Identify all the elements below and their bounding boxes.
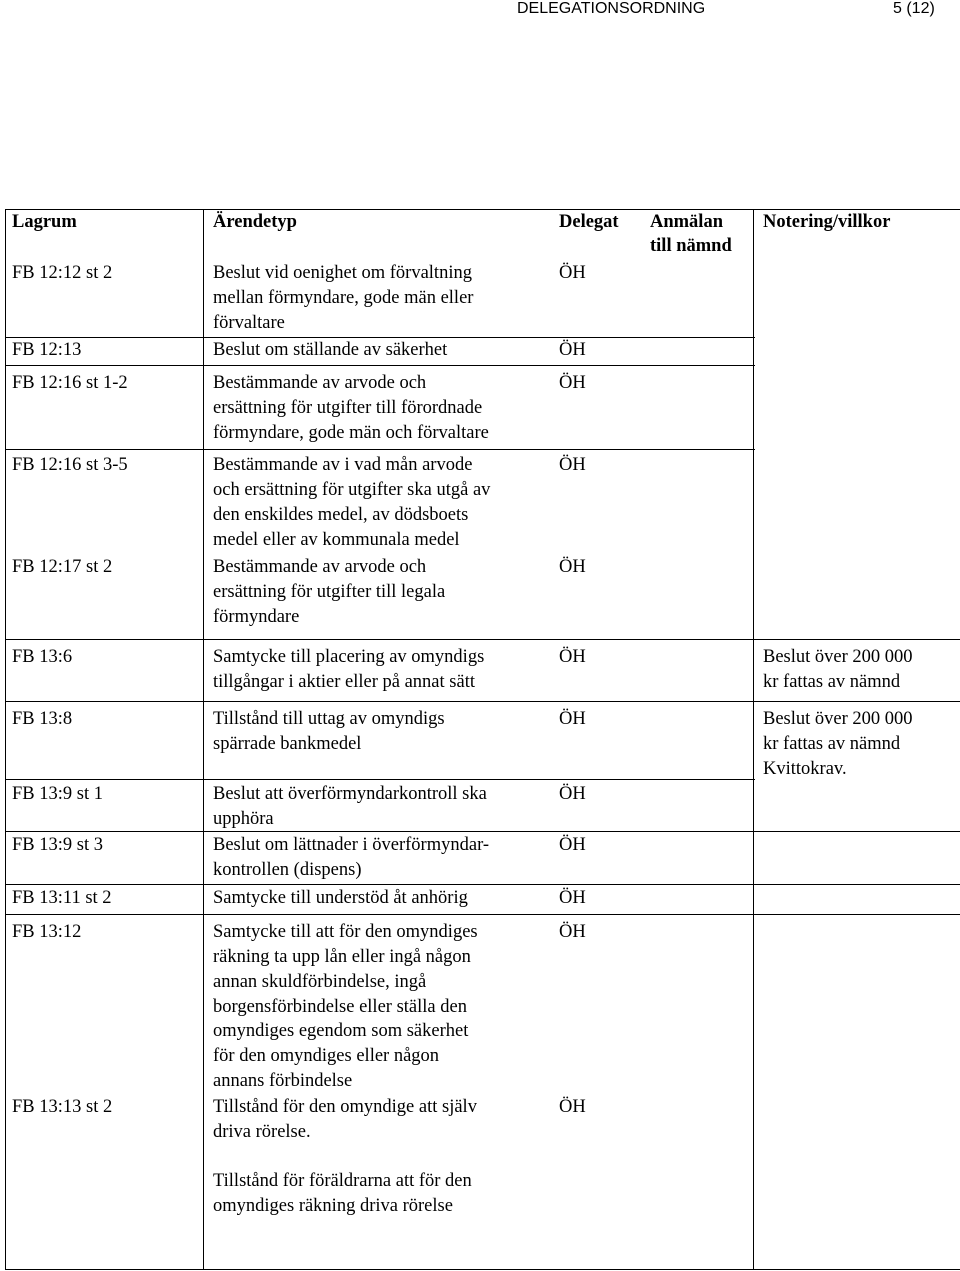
row-arendetyp: och ersättning för utgifter ska utgå av (213, 480, 491, 500)
row-arendetyp: Samtycke till understöd åt anhörig (213, 888, 468, 908)
row-lagrum: FB 12:13 (12, 340, 82, 360)
row-delegat: ÖH (559, 340, 586, 360)
row-arendetyp: ersättning för utgifter till förordnade (213, 398, 483, 418)
row-delegat: ÖH (559, 263, 586, 283)
row-arendetyp: Bestämmande av arvode och (213, 557, 427, 577)
row-arendetyp: annan skuldförbindelse, ingå (213, 972, 427, 992)
row-arendetyp: kontrollen (dispens) (213, 860, 362, 880)
row-notering: kr fattas av nämnd (763, 734, 901, 754)
row-delegat: ÖH (559, 922, 586, 942)
row-arendetyp: räkning ta upp lån eller ingå någon (213, 947, 471, 967)
row-arendetyp: medel eller av kommunala medel (213, 530, 460, 550)
row-divider (5, 831, 960, 832)
row-delegat: ÖH (559, 1097, 586, 1117)
row-arendetyp: Tillstånd till uttag av omyndigs (213, 709, 445, 729)
column-header-notering: Notering/villkor (763, 212, 891, 232)
column-divider (753, 209, 754, 1269)
row-arendetyp: driva rörelse. (213, 1122, 311, 1142)
row-notering: kr fattas av nämnd (763, 672, 901, 692)
row-arendetyp: Beslut om ställande av säkerhet (213, 340, 448, 360)
row-divider (5, 884, 960, 885)
row-arendetyp: tillgångar i aktier eller på annat sätt (213, 672, 475, 692)
column-header-anmalan: till nämnd (650, 236, 732, 256)
row-arendetyp: omyndiges räkning driva rörelse (213, 1196, 453, 1216)
row-notering: Beslut över 200 000 (763, 709, 913, 729)
row-delegat: ÖH (559, 888, 586, 908)
row-arendetyp: Beslut om lättnader i överförmyndar- (213, 835, 490, 855)
table-left-border (5, 209, 6, 1269)
row-arendetyp: Beslut vid oenighet om förvaltning (213, 263, 472, 283)
row-lagrum: FB 13:9 st 1 (12, 784, 103, 804)
row-delegat: ÖH (559, 784, 586, 804)
row-notering: Kvittokrav. (763, 759, 847, 779)
page-number: 5 (12) (893, 0, 935, 17)
row-divider (5, 914, 960, 915)
row-arendetyp: omyndiges egendom som säkerhet (213, 1021, 469, 1041)
row-delegat: ÖH (559, 835, 586, 855)
row-delegat: ÖH (559, 455, 586, 475)
row-arendetyp: annans förbindelse (213, 1071, 353, 1091)
column-header-arendetyp: Ärendetyp (213, 212, 297, 232)
row-lagrum: FB 13:13 st 2 (12, 1097, 113, 1117)
row-lagrum: FB 13:9 st 3 (12, 835, 103, 855)
row-arendetyp: Bestämmande av i vad mån arvode (213, 455, 473, 475)
row-notering: Beslut över 200 000 (763, 647, 913, 667)
column-divider (203, 209, 204, 1269)
column-header-delegat: Delegat (559, 212, 619, 232)
row-delegat: ÖH (559, 373, 586, 393)
row-lagrum: FB 13:8 (12, 709, 73, 729)
column-header-lagrum: Lagrum (12, 212, 77, 232)
row-lagrum: FB 13:6 (12, 647, 73, 667)
row-divider (5, 701, 960, 702)
row-lagrum: FB 12:16 st 3-5 (12, 455, 128, 475)
row-divider (5, 449, 755, 450)
row-arendetyp: borgensförbindelse eller ställa den (213, 997, 467, 1017)
row-arendetyp: Beslut att överförmyndarkontroll ska (213, 784, 487, 804)
row-arendetyp: Samtycke till att för den omyndiges (213, 922, 478, 942)
row-lagrum: FB 12:16 st 1-2 (12, 373, 128, 393)
document-title: DELEGATIONSORDNING (517, 0, 706, 17)
row-lagrum: FB 13:12 (12, 922, 82, 942)
row-divider (5, 365, 755, 366)
column-header-anmalan: Anmälan (650, 212, 723, 232)
row-delegat: ÖH (559, 557, 586, 577)
row-arendetyp: spärrade bankmedel (213, 734, 362, 754)
row-divider (5, 779, 755, 780)
row-delegat: ÖH (559, 709, 586, 729)
row-arendetyp: upphöra (213, 809, 274, 829)
row-arendetyp: ersättning för utgifter till legala (213, 582, 446, 602)
row-arendetyp: förmyndare (213, 607, 300, 627)
row-arendetyp: förmyndare, gode män och förvaltare (213, 423, 489, 443)
row-lagrum: FB 13:11 st 2 (12, 888, 112, 908)
row-arendetyp: Tillstånd för den omyndige att själv (213, 1097, 477, 1117)
row-arendetyp: den enskildes medel, av dödsboets (213, 505, 469, 525)
row-arendetyp: Samtycke till placering av omyndigs (213, 647, 485, 667)
row-arendetyp: Bestämmande av arvode och (213, 373, 427, 393)
table-bottom-border (5, 1269, 960, 1270)
row-arendetyp: mellan förmyndare, gode män eller (213, 288, 474, 308)
row-divider (5, 639, 960, 640)
row-lagrum: FB 12:17 st 2 (12, 557, 113, 577)
row-delegat: ÖH (559, 647, 586, 667)
row-arendetyp: Tillstånd för föräldrarna att för den (213, 1171, 472, 1191)
row-lagrum: FB 12:12 st 2 (12, 263, 113, 283)
row-arendetyp: förvaltare (213, 313, 285, 333)
row-arendetyp: för den omyndiges eller någon (213, 1046, 440, 1066)
